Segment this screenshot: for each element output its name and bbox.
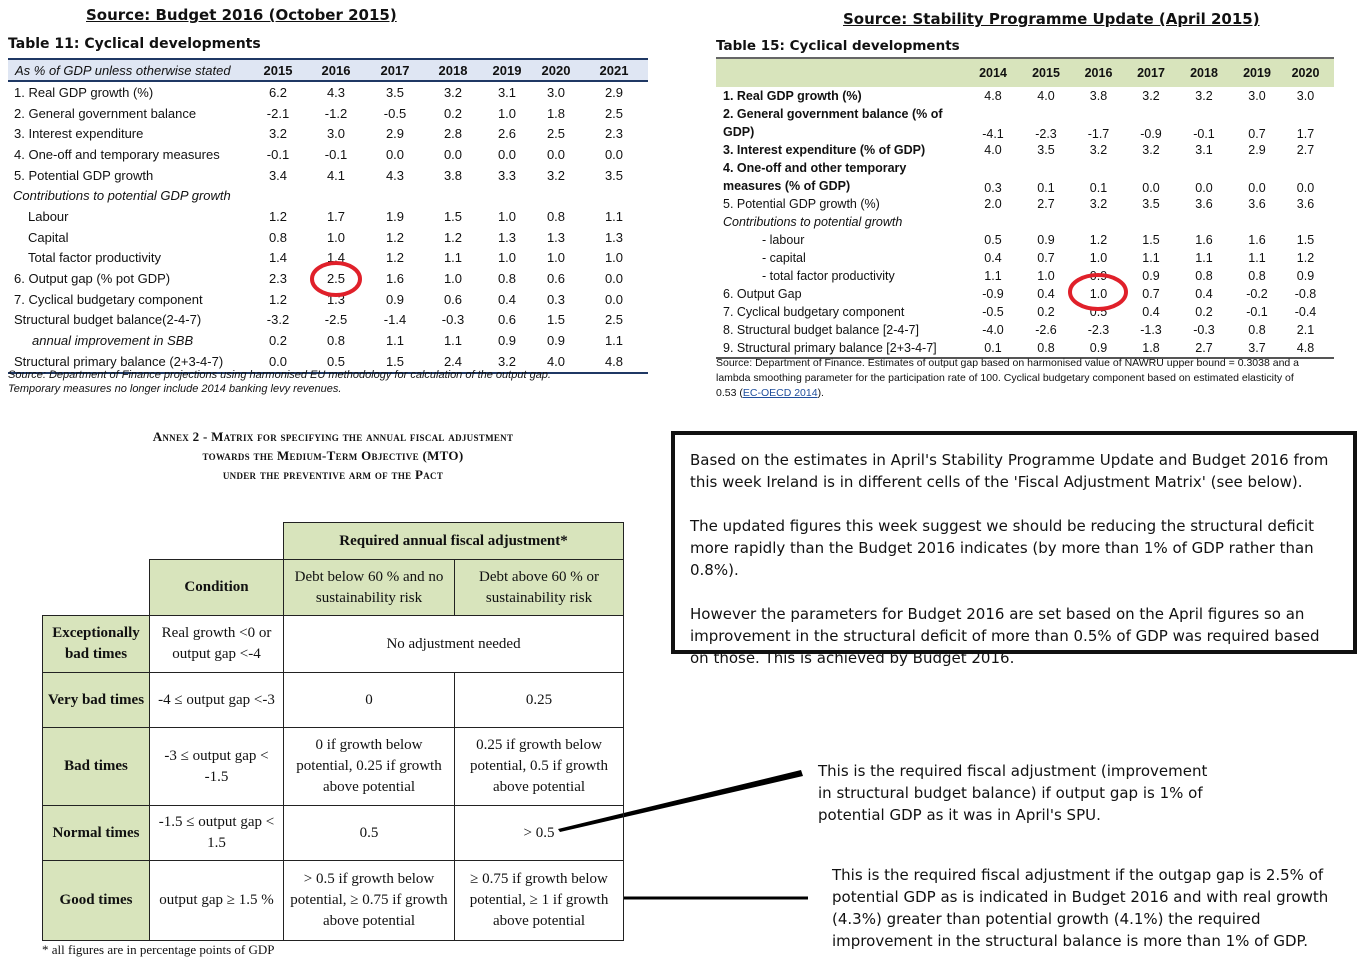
cell-value: 3.2 — [546, 167, 566, 183]
year-header: 2018 — [1190, 66, 1218, 80]
commentary-paragraph-1: Based on the estimates in April's Stability Programme Update and Budget 2016 from this week Ireland is in different cells of the 'Fiscal Adjustment Matrix' (see below). — [690, 451, 1329, 491]
cell-value: -0.3 — [441, 312, 465, 328]
cell-value: 1.1 — [1142, 251, 1160, 265]
cell-value: 3.2 — [1142, 89, 1160, 103]
column-debt-below-60: Debt below 60 % and no sustainability risk — [284, 560, 455, 616]
year-header: 2020 — [541, 62, 571, 78]
cell-value: -3.2 — [266, 312, 290, 328]
cell-value: 1.1 — [1195, 251, 1213, 265]
row-label: Exceptionally bad times — [43, 616, 150, 673]
cell-value: 3.2 — [1089, 197, 1108, 211]
cell-value: 1.5 — [443, 208, 463, 224]
cell-value: 1.8 — [546, 105, 566, 121]
cell-value: -2.3 — [1035, 127, 1057, 141]
cell-value: 0.1 — [1037, 181, 1055, 195]
cell-value: 2.6 — [497, 126, 517, 142]
cell-value: 3.2 — [1089, 143, 1108, 157]
row-label: Contributions to potential GDP growth — [13, 188, 231, 204]
year-header: 2017 — [380, 62, 410, 78]
annex-line-3: under the preventive arm of the Pact — [222, 467, 444, 482]
row-adjustment-low-debt: > 0.5 if growth below potential, ≥ 0.75 if growth above potential — [284, 861, 455, 941]
cell-value: 0.9 — [1296, 269, 1315, 283]
callout-good-times: This is the required fiscal adjustment if the outgap gap is 2.5% of potential GDP as is indicated in Budget 2016 and with real growth (4.3%) greater than potential growth (4.1%) the required improvement in the structural balance is more than 1% of GDP. — [832, 866, 1329, 950]
cell-value: 1.5 — [1142, 233, 1160, 247]
year-header: 2019 — [1243, 66, 1271, 80]
cell-value: 3.1 — [1195, 143, 1213, 157]
row-condition: output gap ≥ 1.5 % — [150, 861, 284, 941]
cell-value: 1.3 — [497, 229, 517, 245]
row-label: 4. One-off and temporary measures — [14, 146, 220, 162]
cell-value: 1.0 — [1089, 251, 1108, 265]
row-label: Total factor productivity — [28, 250, 161, 266]
cell-value: 1.2 — [385, 229, 405, 245]
cell-value: -4.1 — [982, 127, 1004, 141]
cell-value: -0.1 — [1246, 305, 1268, 319]
cell-value: -2.6 — [1035, 323, 1057, 337]
row-label: 7. Cyclical budgetary component — [14, 291, 203, 307]
row-label-line: 8. Structural budget balance [2-4-7] — [723, 323, 919, 337]
cell-value: 0.0 — [604, 291, 624, 307]
row-adjustment-low-debt: 0 if growth below potential, 0.25 if growth above potential — [284, 728, 455, 806]
cell-value: -0.5 — [383, 105, 407, 121]
cell-value: 3.2 — [443, 84, 463, 100]
cell-value: 0.0 — [443, 146, 463, 162]
cell-value: -0.1 — [266, 146, 290, 162]
cell-value: 0.0 — [604, 146, 624, 162]
row-condition: -4 ≤ output gap <-3 — [150, 673, 284, 728]
matrix-row — [43, 616, 624, 673]
table-11-note-2: Temporary measures no longer include 2014 banking levy revenues. — [8, 383, 342, 395]
cell-value: 2.8 — [443, 126, 463, 142]
cell-value: 0.0 — [385, 146, 405, 162]
cell-value: 1.0 — [1037, 269, 1055, 283]
cell-value: 1.5 — [546, 312, 566, 328]
cell-value: -0.1 — [324, 146, 348, 162]
cell-value: 4.0 — [1037, 89, 1055, 103]
cell-value: 0.9 — [1089, 341, 1108, 355]
cell-value: 1.1 — [984, 269, 1002, 283]
year-header: 2015 — [1032, 66, 1060, 80]
cell-value: 1.8 — [1142, 341, 1160, 355]
cell-value: 0.9 — [385, 291, 405, 307]
table-11-note-1: Source: Department of Finance projections using harmonised EU methodology for calculation of the output gap. — [8, 369, 551, 381]
cell-value: 0.3 — [546, 291, 566, 307]
cell-value: 1.1 — [443, 333, 463, 349]
cell-value: 0.0 — [1142, 181, 1160, 195]
matrix-row — [43, 861, 624, 941]
cell-value: 1.6 — [385, 271, 405, 287]
cell-value: 0.4 — [1037, 287, 1055, 301]
row-label-line: measures (% of GDP) — [723, 179, 851, 193]
cell-value: 1.0 — [326, 229, 346, 245]
cell-value: 0.1 — [1089, 181, 1108, 195]
row-label-line: 9. Structural primary balance [2+3-4-7] — [723, 341, 937, 355]
year-header: 2015 — [263, 62, 293, 78]
row-label-line: 4. One-off and other temporary — [723, 161, 907, 175]
cell-value: 3.5 — [1037, 143, 1055, 157]
cell-value: 3.6 — [1195, 197, 1213, 211]
cell-value: 0.0 — [268, 353, 288, 369]
output-gap-2016-spu-circle — [1070, 275, 1126, 309]
cell-value: 3.6 — [1248, 197, 1266, 211]
cell-value: 1.0 — [497, 105, 517, 121]
callout-normal-times: This is the required fiscal adjustment (improvement in structural budget balance) if output gap is 1% of potential GDP as it was in April's SPU. — [818, 762, 1208, 824]
commentary-box — [671, 431, 1357, 667]
cell-value: 6.2 — [268, 84, 288, 100]
cell-value: 4.3 — [326, 84, 346, 100]
row-label-line: - labour — [762, 233, 805, 247]
cell-value: 0.2 — [443, 105, 463, 121]
row-label: 2. General government balance — [14, 105, 197, 121]
budget-2016-source-title: Source: Budget 2016 (October 2015) — [86, 6, 397, 24]
cell-value: 3.0 — [326, 126, 346, 142]
matrix-header: Required annual fiscal adjustment* — [284, 523, 624, 560]
cell-value: 3.5 — [604, 167, 624, 183]
row-label-line: - capital — [762, 251, 806, 265]
row-adjustment-high-debt: ≥ 0.75 if growth below potential, ≥ 1 if growth above potential — [455, 861, 624, 941]
cell-value: 1.4 — [326, 250, 346, 266]
spu-source-title: Source: Stability Programme Update (April 2015) — [843, 10, 1260, 28]
cell-value: 0.9 — [1037, 233, 1055, 247]
row-adjustment-high-debt: 0.25 if growth below potential, 0.5 if growth above potential — [455, 728, 624, 806]
cell-value: 2.5 — [604, 312, 624, 328]
cell-value: 1.4 — [268, 250, 288, 266]
cell-value: 2.7 — [1037, 197, 1055, 211]
cell-value: -1.2 — [324, 105, 348, 121]
cell-value: 1.1 — [385, 333, 405, 349]
cell-value: 3.8 — [1089, 89, 1108, 103]
condition-header: Condition — [150, 560, 284, 616]
cell-value: 3.5 — [1142, 197, 1160, 211]
cell-value: 0.8 — [546, 208, 566, 224]
cell-value: 0.0 — [497, 146, 517, 162]
row-label-line: 1. Real GDP growth (%) — [723, 89, 862, 103]
cell-value: 0.0 — [546, 146, 566, 162]
cell-value: 1.1 — [1248, 251, 1266, 265]
cell-value: -0.2 — [1246, 287, 1268, 301]
cell-value: -0.3 — [1193, 323, 1215, 337]
cell-value: 1.6 — [1248, 233, 1266, 247]
cell-value: 0.0 — [1248, 181, 1266, 195]
cell-value: 2.4 — [443, 353, 463, 369]
cell-value: 0.8 — [497, 271, 517, 287]
cell-value: 0.7 — [1248, 127, 1266, 141]
cell-value: 2.9 — [385, 126, 405, 142]
column-debt-above-60: Debt above 60 % or sustainability risk — [455, 560, 624, 616]
annex-line-2: towards the Medium-Term Objective (MTO) — [202, 448, 464, 463]
cell-value: 0.5 — [984, 233, 1002, 247]
cell-value: 2.1 — [1296, 323, 1315, 337]
row-label-line: 3. Interest expenditure (% of GDP) — [723, 143, 926, 157]
cell-value: 3.0 — [546, 84, 566, 100]
cell-value: 0.8 — [1195, 269, 1213, 283]
matrix-row — [43, 806, 624, 861]
table-11-header-label: As % of GDP unless otherwise stated — [15, 62, 231, 78]
cell-value: 2.3 — [604, 126, 624, 142]
commentary-paragraph-3: However the parameters for Budget 2016 are set based on the April figures so an improvement in the structural deficit of more than 0.5% of GDP was required based on those. This is achieved by Budget 2016. — [690, 605, 1320, 667]
row-adjustment-low-debt: 0 — [284, 673, 455, 728]
cell-value: -0.1 — [1193, 127, 1215, 141]
cell-value: 0.9 — [1089, 269, 1108, 283]
cell-value: 1.7 — [326, 208, 346, 224]
row-label-line: Contributions to potential growth — [723, 215, 903, 229]
cell-value: 0.1 — [984, 341, 1002, 355]
row-condition: -1.5 ≤ output gap < 1.5 — [150, 806, 284, 861]
row-label: annual improvement in SBB — [32, 333, 194, 349]
cell-value: 3.2 — [1142, 143, 1160, 157]
table-11-title: Table 11: Cyclical developments — [8, 36, 261, 52]
cell-value: 0.3 — [984, 181, 1002, 195]
cell-value: 3.6 — [1296, 197, 1315, 211]
cell-value: -2.5 — [324, 312, 348, 328]
cell-value: -2.1 — [266, 105, 290, 121]
annex-line-1: Annex 2 - Matrix for specifying the annual fiscal adjustment — [152, 429, 514, 444]
row-label: 3. Interest expenditure — [14, 126, 144, 142]
cell-value: 1.2 — [1089, 233, 1108, 247]
cell-value: 0.4 — [497, 291, 517, 307]
row-label-line: - total factor productivity — [762, 269, 895, 283]
cell-value: 1.2 — [385, 250, 405, 266]
row-label-line: GDP) — [723, 125, 755, 139]
cell-value: 0.2 — [1195, 305, 1213, 319]
cell-value: 3.3 — [497, 167, 517, 183]
row-label: Labour — [28, 208, 69, 224]
cell-value: 3.0 — [1248, 89, 1266, 103]
cell-value: 3.1 — [497, 84, 517, 100]
cell-value: 0.8 — [326, 333, 346, 349]
cell-value: -0.5 — [982, 305, 1004, 319]
cell-value: 0.8 — [268, 229, 288, 245]
table-15-title: Table 15: Cyclical developments — [716, 38, 960, 54]
cell-value: 0.9 — [1142, 269, 1160, 283]
row-label-line: 6. Output Gap — [723, 287, 802, 301]
cell-value: 0.8 — [1037, 341, 1055, 355]
row-label: Structural primary balance (2+3-4-7) — [14, 353, 224, 369]
cell-value: 4.3 — [385, 167, 405, 183]
year-header: 2021 — [599, 62, 629, 78]
cell-value: 2.5 — [604, 105, 624, 121]
cell-value: 4.0 — [984, 143, 1002, 157]
cell-value: 1.5 — [385, 353, 405, 369]
cell-value: 1.2 — [1296, 251, 1315, 265]
row-label: Structural budget balance(2-4-7) — [14, 312, 202, 328]
row-label: 6. Output gap (% pot GDP) — [14, 271, 171, 287]
cell-value: 2.0 — [984, 197, 1002, 211]
year-header: 2016 — [321, 62, 351, 78]
cell-value: 1.9 — [385, 208, 405, 224]
cell-value: 1.0 — [1089, 287, 1108, 301]
row-label: Normal times — [43, 806, 150, 861]
cell-value: 2.9 — [1248, 143, 1266, 157]
cell-value: 1.1 — [604, 333, 624, 349]
matrix-row — [43, 728, 624, 806]
cell-value: 1.0 — [443, 271, 463, 287]
cell-value: 1.2 — [268, 208, 288, 224]
table-15-note-line-3: 0.53 (EC-OECD 2014). — [716, 387, 824, 399]
commentary-paragraph-2: The updated figures this week suggest we should be reducing the structural deficit more rapidly than the Budget 2016 indicates (by more than 1% of GDP rather than 0.8%). — [690, 517, 1315, 579]
cell-value: 0.9 — [497, 333, 517, 349]
cell-value: 3.4 — [268, 167, 288, 183]
row-adjustment-high-debt: > 0.5 — [455, 806, 624, 861]
cell-value: 2.7 — [1195, 341, 1213, 355]
cell-value: 1.7 — [1296, 127, 1315, 141]
cell-value: -1.3 — [1140, 323, 1162, 337]
cell-value: 0.7 — [1142, 287, 1160, 301]
cell-value: 1.2 — [443, 229, 463, 245]
cell-value: 4.1 — [326, 167, 346, 183]
row-label-line: 2. General government balance (% of — [723, 107, 943, 121]
year-header: 2016 — [1084, 66, 1113, 80]
cell-value: 2.5 — [546, 126, 566, 142]
row-label-line: 5. Potential GDP growth (%) — [723, 197, 880, 211]
cell-value: 0.0 — [1195, 181, 1213, 195]
cell-value: 1.3 — [326, 291, 346, 307]
cell-value: 2.5 — [326, 271, 346, 287]
cell-value: 1.1 — [604, 208, 624, 224]
cell-value: -1.7 — [1087, 127, 1110, 141]
cell-value: -4.0 — [982, 323, 1004, 337]
row-label: 1. Real GDP growth (%) — [14, 84, 154, 100]
cell-value: 0.4 — [1142, 305, 1160, 319]
cell-value: 0.4 — [984, 251, 1002, 265]
cell-value: 1.3 — [604, 229, 624, 245]
year-header: 2017 — [1137, 66, 1165, 80]
row-label-line: 7. Cyclical budgetary component — [723, 305, 905, 319]
cell-value: -1.4 — [383, 312, 407, 328]
row-label: 5. Potential GDP growth — [14, 167, 154, 183]
row-adjustment-low-debt: 0.5 — [284, 806, 455, 861]
cell-value: 1.0 — [546, 250, 566, 266]
cell-value: 1.6 — [1195, 233, 1213, 247]
cell-value: -0.4 — [1294, 305, 1317, 319]
cell-value: 0.0 — [604, 271, 624, 287]
cell-value: 2.9 — [604, 84, 624, 100]
table-15-note-line-2: lambda smoothing parameter for the participation rate of 100. Cyclical budgetary component based on estimated elasticity of — [716, 372, 1294, 384]
cell-value: 1.5 — [1296, 233, 1315, 247]
cell-value: 2.7 — [1296, 143, 1315, 157]
cell-value: 0.7 — [1037, 251, 1055, 265]
matrix-row — [43, 673, 624, 728]
cell-value: -0.9 — [982, 287, 1004, 301]
cell-value: 0.8 — [1248, 269, 1266, 283]
cell-value: 1.1 — [443, 250, 463, 266]
cell-value: 0.6 — [546, 271, 566, 287]
cell-value: 3.2 — [497, 353, 517, 369]
cell-value: -0.8 — [1294, 287, 1317, 301]
cell-value: 4.0 — [546, 353, 566, 369]
cell-value: 0.6 — [443, 291, 463, 307]
cell-value: -0.9 — [1140, 127, 1162, 141]
cell-value: 0.8 — [1248, 323, 1266, 337]
row-condition: -3 ≤ output gap < -1.5 — [150, 728, 284, 806]
annex-heading — [33, 427, 633, 484]
cell-value: 0.6 — [497, 312, 517, 328]
cell-value: 1.0 — [604, 250, 624, 266]
year-header: 2014 — [979, 66, 1007, 80]
matrix-footnote: * all figures are in percentage points of GDP — [42, 942, 275, 957]
cell-value: 0.5 — [1089, 305, 1108, 319]
cell-value: 3.5 — [385, 84, 405, 100]
row-adjustment-high-debt: 0.25 — [455, 673, 624, 728]
cell-value: 4.8 — [984, 89, 1002, 103]
cell-value: 0.4 — [1195, 287, 1213, 301]
cell-value: 2.3 — [268, 271, 288, 287]
row-label: Very bad times — [43, 673, 150, 728]
cell-value: 4.8 — [604, 353, 624, 369]
year-header: 2018 — [438, 62, 468, 78]
row-label: Bad times — [43, 728, 150, 806]
cell-value: 3.2 — [268, 126, 288, 142]
cell-value: 3.7 — [1248, 341, 1266, 355]
ec-oecd-link[interactable]: EC-OECD 2014 — [742, 387, 818, 399]
fiscal-adjustment-matrix — [42, 522, 624, 941]
year-header: 2019 — [492, 62, 522, 78]
table-15-note-line-1: Source: Department of Finance. Estimates of output gap based on harmonised value of NAWRU upper bound = 0.3038 and a — [716, 357, 1300, 369]
cell-value: 1.3 — [546, 229, 566, 245]
row-condition: Real growth <0 or output gap <-4 — [150, 616, 284, 673]
row-label: Good times — [43, 861, 150, 941]
row-label: Capital — [28, 229, 69, 245]
cell-value: 0.2 — [1037, 305, 1055, 319]
output-gap-2016-circle — [312, 263, 360, 295]
cell-value: 1.0 — [497, 208, 517, 224]
cell-value: 0.0 — [1296, 181, 1315, 195]
cell-value: 3.0 — [1296, 89, 1315, 103]
cell-value: 4.8 — [1296, 341, 1315, 355]
cell-value: 1.2 — [268, 291, 288, 307]
cell-value: 0.2 — [268, 333, 288, 349]
cell-value: 1.0 — [497, 250, 517, 266]
cell-value: 0.9 — [546, 333, 566, 349]
cell-value: -2.3 — [1087, 323, 1110, 337]
cell-value: 3.8 — [443, 167, 463, 183]
cell-value: 0.5 — [326, 353, 346, 369]
year-header: 2020 — [1291, 66, 1320, 80]
row-adjustment-merged: No adjustment needed — [284, 616, 624, 673]
cell-value: 3.2 — [1195, 89, 1213, 103]
